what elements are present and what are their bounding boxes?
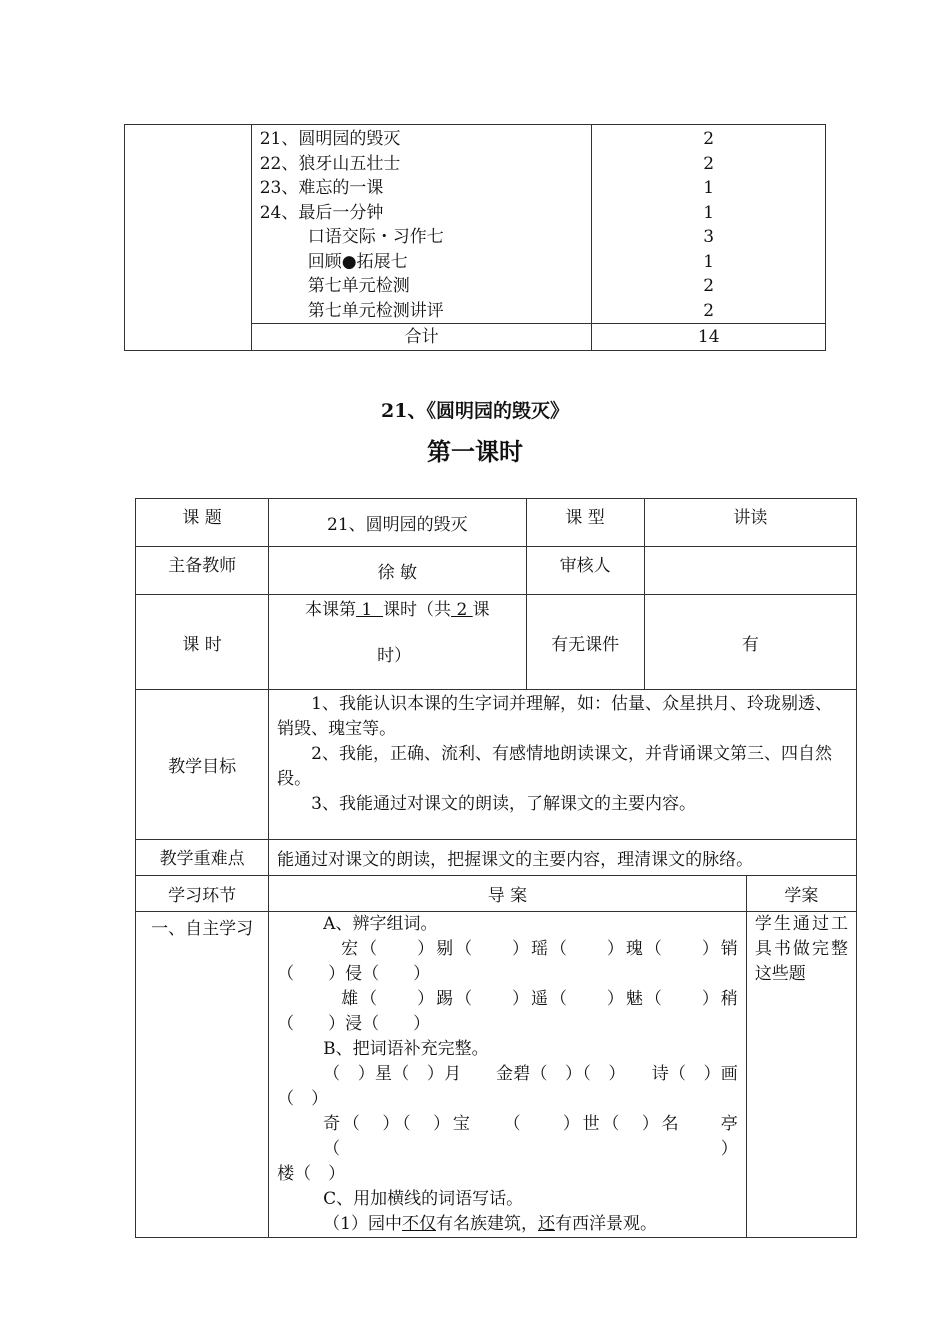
schedule-lesson-hours: 2 bbox=[703, 129, 715, 149]
c-line-post: 有西洋景观。 bbox=[555, 1214, 657, 1234]
stage1-label: 一、自主学习 bbox=[136, 912, 269, 1238]
schedule-lesson-name: 23、难忘的一课 bbox=[259, 178, 384, 198]
type-label: 课 型 bbox=[526, 499, 644, 547]
period-prefix: 本课第 bbox=[305, 600, 357, 620]
topic-label: 课 题 bbox=[136, 499, 269, 547]
stage-header: 学习环节 bbox=[136, 876, 269, 912]
guide-a-line: （ ）浸（ ） bbox=[277, 1014, 431, 1034]
study-header: 学案 bbox=[746, 876, 856, 912]
guide-b-title: B、把词语补充完整。 bbox=[323, 1039, 489, 1059]
schedule-lesson-cell bbox=[251, 125, 592, 324]
guide-a-line: 雄（ ）踢（ ）遥（ ）魅（ ）稍 bbox=[341, 989, 738, 1009]
lesson-list bbox=[252, 125, 592, 323]
total-label: 合计 bbox=[251, 324, 592, 351]
guide-a-title: A、辨字组词。 bbox=[323, 914, 438, 934]
schedule-lesson-name: 第七单元检测讲评 bbox=[307, 300, 444, 321]
schedule-lesson-name: 22、狼牙山五壮士 bbox=[259, 153, 401, 174]
reviewer-label: 审核人 bbox=[526, 547, 644, 595]
period-current: 1 bbox=[356, 600, 384, 620]
goal-item: 2、我能，正确、流利、有感情地朗读课文，并背诵课文第三、四自然段。 bbox=[277, 744, 832, 789]
period-label: 课 时 bbox=[136, 595, 269, 690]
schedule-lesson-hours: 3 bbox=[703, 227, 715, 247]
schedule-hours-cell bbox=[592, 125, 826, 324]
schedule-lesson-name: 21、圆明园的毁灭 bbox=[259, 129, 401, 149]
period-end: 时） bbox=[377, 646, 412, 666]
lesson-subtitle: 第一课时 bbox=[427, 438, 523, 466]
topic-value: 21、圆明园的毁灭 bbox=[269, 499, 526, 547]
schedule-blank-cell bbox=[125, 125, 252, 351]
guide-c-title: C、用加横线的词语写话。 bbox=[323, 1189, 524, 1209]
courseware-value: 有 bbox=[644, 595, 856, 690]
schedule-lesson-hours: 1 bbox=[703, 202, 715, 223]
schedule-lesson-hours: 1 bbox=[703, 251, 715, 272]
schedule-lesson-hours: 1 bbox=[703, 178, 715, 198]
goals-cell bbox=[269, 690, 857, 840]
guide-c-line bbox=[277, 1212, 738, 1237]
lesson-title: 21、《圆明园的毁灭》 bbox=[381, 400, 569, 422]
focus-label: 教学重难点 bbox=[136, 840, 269, 876]
guide-a-line: 宏（ ）剔（ ）瑶（ ）瑰（ ）销 bbox=[341, 939, 738, 959]
period-suffix: 课 bbox=[472, 600, 490, 620]
period-mid: 课时（共 bbox=[383, 600, 452, 620]
schedule-lesson-name: 口语交际・习作七 bbox=[307, 227, 444, 247]
type-value: 讲读 bbox=[644, 499, 856, 547]
guide-cell bbox=[269, 912, 747, 1238]
schedule-lesson-hours: 2 bbox=[703, 300, 715, 321]
guide-b-line: 楼（ ） bbox=[277, 1164, 346, 1184]
total-value: 14 bbox=[592, 324, 826, 351]
c-line-pre: （1）园中 bbox=[323, 1214, 402, 1234]
courseware-label: 有无课件 bbox=[526, 595, 644, 690]
guide-a-line: （ ）侵（ ） bbox=[277, 964, 431, 984]
guide-b-line: （ ）星（ ）月 金碧（ ）（ ） 诗（ ）画 bbox=[323, 1064, 738, 1084]
schedule-lesson-name: 第七单元检测 bbox=[307, 276, 410, 296]
goals-label: 教学目标 bbox=[136, 690, 269, 840]
schedule-lesson-hours: 2 bbox=[703, 153, 715, 174]
schedule-lesson-name: 回顾●拓展七 bbox=[307, 251, 408, 272]
c-line-underlined-2: 还 bbox=[538, 1214, 555, 1234]
hours-list bbox=[592, 125, 825, 323]
guide-b-line: （ ） bbox=[277, 1089, 329, 1109]
reviewer-value bbox=[644, 547, 856, 595]
teacher-value: 徐 敏 bbox=[269, 547, 526, 595]
period-value bbox=[269, 595, 526, 690]
unit-schedule-table bbox=[124, 124, 826, 351]
study-cell bbox=[746, 912, 856, 1238]
lesson-plan-table bbox=[135, 498, 857, 1238]
c-line-underlined-1: 不仅 bbox=[402, 1214, 436, 1234]
schedule-lesson-name: 24、最后一分钟 bbox=[259, 202, 384, 223]
c-line-mid: 有名族建筑， bbox=[436, 1214, 538, 1234]
teacher-label: 主备教师 bbox=[136, 547, 269, 595]
period-total: 2 bbox=[451, 600, 473, 620]
guide-header: 导 案 bbox=[269, 876, 747, 912]
study-note: 学生通过工具书做完整这些题 bbox=[754, 914, 848, 984]
goal-item: 1、我能认识本课的生字词并理解，如：估量、众星拱月、玲珑剔透、销毁、瑰宝等。 bbox=[277, 694, 832, 739]
schedule-lesson-hours: 2 bbox=[703, 276, 715, 296]
guide-b-line: 奇（ ）（ ）宝 （ ）世（ ）名 亭（ ） bbox=[323, 1114, 738, 1159]
focus-value: 能通过对课文的朗读，把握课文的主要内容，理清课文的脉络。 bbox=[269, 840, 857, 876]
goal-item: 3、我能通过对课文的朗读，了解课文的主要内容。 bbox=[311, 794, 696, 814]
